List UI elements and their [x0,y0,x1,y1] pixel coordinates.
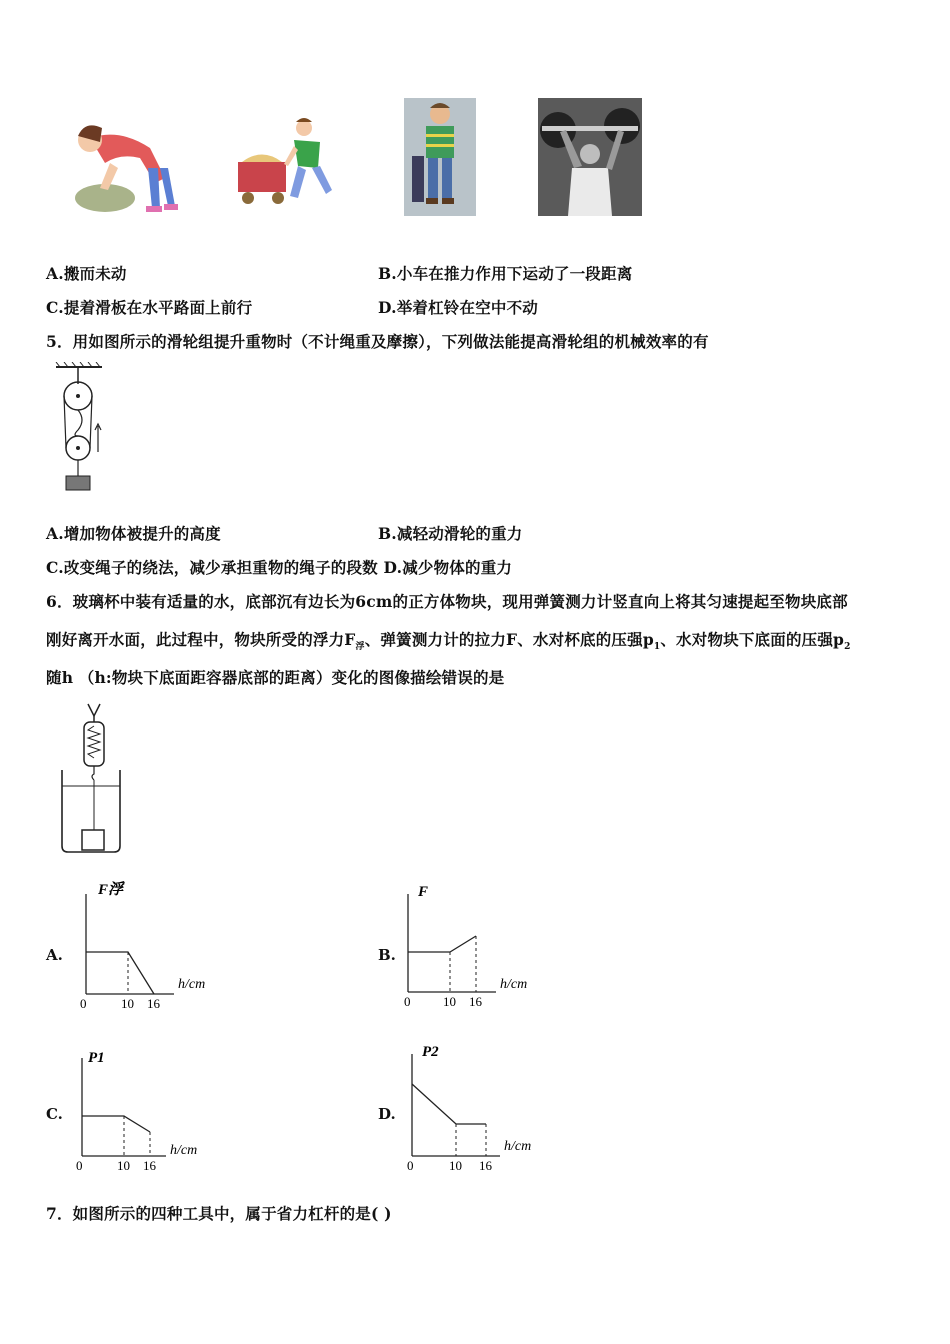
stem-text: 、水对物块下底面的压强p [660,630,845,649]
graph-a[interactable] [66,880,226,1012]
stem-text: 刚好离开水面，此过程中，物块所受的浮力F [46,630,356,649]
tick-0: 0 [407,1158,414,1173]
q6-option-b-letter[interactable]: B. [378,946,396,964]
tick-10: 10 [117,1158,130,1173]
tick-0: 0 [80,996,87,1011]
curve [408,936,476,952]
option-text: 搬而未动 [63,264,127,283]
q4-option-a[interactable] [46,262,127,284]
subscript: 1 [653,642,661,653]
tick-16: 16 [469,994,482,1009]
pulley-system-figure [52,362,108,496]
curve [412,1084,486,1124]
y-label: F浮 [98,882,124,898]
picture-woman-lifting [60,108,185,218]
option-letter: B. [378,264,397,283]
q6-option-a-letter[interactable]: A. [46,946,63,964]
q6-option-d-letter[interactable]: D. [378,1105,396,1123]
y-label: F [418,884,429,900]
x-label: h/cm [170,1143,198,1158]
subscript: 2 [844,642,851,653]
q4-option-c[interactable] [46,296,252,318]
graph-b-svg [392,880,552,1012]
option-text: 减少物体的重力 [402,558,513,577]
q6-stem-line1: 6．玻璃杯中装有适量的水，底部沉有边长为6cm的正方体物块，现用弹簧测力计竖直向上将其匀速提起至物块底部 [46,592,848,611]
curve [82,1116,150,1132]
pushing-cart-illustration [232,112,342,212]
q5-option-c-d [46,556,512,578]
q5-stem: 5．用如图所示的滑轮组提升重物时（不计绳重及摩擦），下列做法能提高滑轮组的机械效率的有 [46,332,709,351]
option-letter: D. [383,558,403,577]
q5-option-d[interactable] [384,558,513,577]
carrying-board-illustration [404,98,476,216]
tick-16: 16 [147,996,160,1011]
q5-option-c[interactable] [46,558,378,577]
picture-carrying-board [404,98,476,216]
x-label: h/cm [500,977,528,992]
option-letter: D. [378,298,397,317]
option-text: 提着滑板在水平路面上前行 [63,298,253,317]
picture-weightlifter [538,98,642,216]
curve [86,952,154,994]
q5-option-b[interactable] [378,522,523,544]
y-label: P1 [88,1050,105,1066]
option-letter: C. [46,298,64,317]
option-text: 举着杠铃在空中不动 [396,298,538,317]
tick-16: 16 [479,1158,492,1173]
graph-d-svg [394,1040,554,1174]
option-letter: B. [378,524,397,543]
graph-b[interactable] [392,880,552,1012]
tick-0: 0 [404,994,411,1009]
option-text: 小车在推力作用下运动了一段距离 [396,264,633,283]
subscript: 浮 [355,642,365,653]
option-letter: A. [46,524,64,543]
q6-option-c-letter[interactable]: C. [46,1105,63,1123]
option-letter: A. [46,264,64,283]
q5-option-a[interactable] [46,522,221,544]
pulley-diagram [52,362,108,496]
graph-d[interactable] [394,1040,554,1174]
stem-text: 、弹簧测力计的拉力F、水对杯底的压强p [364,630,654,649]
spring-scale-beaker-diagram [56,700,126,856]
graph-c-svg [62,1042,222,1174]
x-label: h/cm [504,1139,532,1154]
option-text: 增加物体被提升的高度 [63,524,221,543]
q4-option-b[interactable] [378,262,632,284]
option-letter: C. [46,558,64,577]
picture-pushing-cart [232,112,342,212]
graph-c[interactable] [62,1042,222,1174]
woman-lifting-illustration [60,108,185,218]
x-label: h/cm [178,977,206,992]
tick-10: 10 [443,994,456,1009]
option-text: 改变绳子的绕法，减少承担重物的绳子的段数 [63,558,378,577]
q6-stem-line3: 随h （h:物块下底面距容器底部的距离）变化的图像描绘错误的是 [46,668,505,687]
tick-16: 16 [143,1158,156,1173]
tick-10: 10 [449,1158,462,1173]
graph-a-svg [66,880,226,1012]
q6-stem-line2 [46,628,851,652]
option-text: 减轻动滑轮的重力 [396,524,523,543]
tick-10: 10 [121,996,134,1011]
q4-option-d[interactable] [378,296,538,318]
weightlifter-illustration [538,98,642,216]
beaker-figure [56,700,126,856]
q7-stem: 7．如图所示的四种工具中，属于省力杠杆的是( ) [46,1204,392,1223]
tick-0: 0 [76,1158,83,1173]
y-label: P2 [422,1044,439,1060]
